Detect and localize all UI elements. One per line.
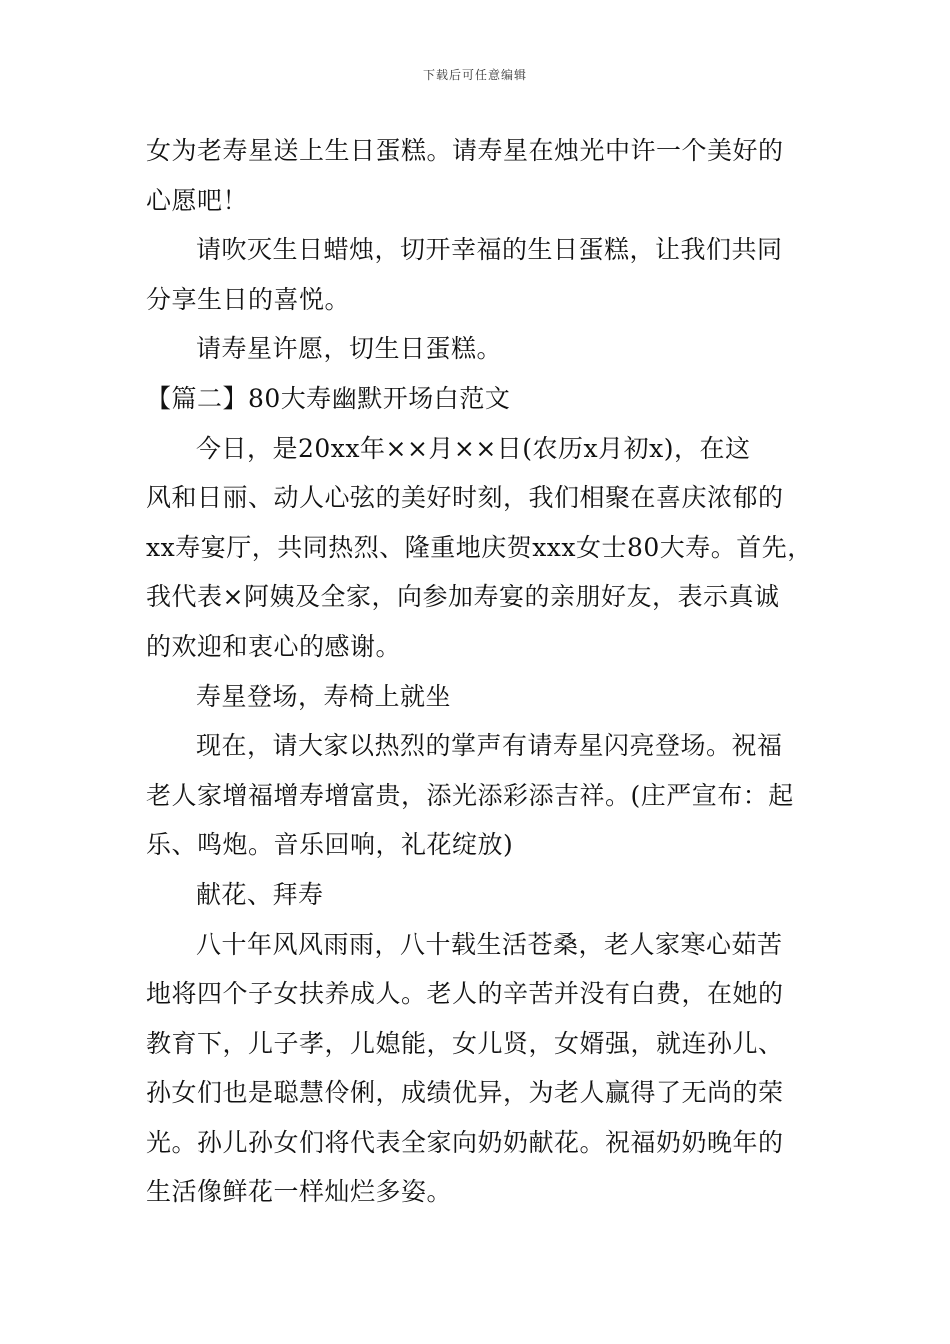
text-line: 女为老寿星送上生日蛋糕。请寿星在烛光中许一个美好的 — [146, 136, 784, 165]
text-line: 现在，请大家以热烈的掌声有请寿星闪亮登场。祝福 — [196, 731, 783, 761]
text-line: 请寿星许愿，切生日蛋糕。 — [196, 334, 503, 364]
text-line: 乐、鸣炮。音乐回响，礼花绽放) — [146, 830, 514, 860]
document-body — [146, 126, 826, 1217]
text-line: 请吹灭生日蜡烛，切开幸福的生日蛋糕，让我们共同 — [196, 235, 783, 265]
section-heading: 【篇二】80大寿幽默开场白范文 — [146, 383, 511, 413]
text-line: 地将四个子女扶养成人。老人的辛苦并没有白费，在她的 — [146, 979, 784, 1009]
text-line: 风和日丽、动人心弦的美好时刻，我们相聚在喜庆浓郁的 — [146, 483, 784, 513]
text-line: 孙女们也是聪慧伶俐，成绩优异，为老人赢得了无尚的荣 — [146, 1078, 784, 1108]
text-line: 心愿吧！ — [146, 185, 249, 215]
text-line: 分享生日的喜悦。 — [146, 284, 351, 314]
text-line: 今日，是20xx年××月××日(农历x月初x)，在这 — [196, 433, 751, 463]
text-line: 光。孙儿孙女们将代表全家向奶奶献花。祝福奶奶晚年的 — [146, 1127, 784, 1157]
text-line: 的欢迎和衷心的感谢。 — [146, 631, 402, 661]
subheading-line: 献花、拜寿 — [196, 879, 324, 909]
text-line: 生活像鲜花一样灿烂多姿。 — [146, 1177, 453, 1207]
subheading-line: 寿星登场，寿椅上就坐 — [196, 681, 452, 711]
header-note: 下载后可任意编辑 — [422, 68, 527, 82]
text-line: 八十年风风雨雨，八十载生活苍桑，老人家寒心茹苦 — [196, 929, 783, 959]
text-line: 老人家增福增寿增富贵，添光添彩添吉祥。(庄严宣布：起 — [146, 780, 794, 810]
text-line: 教育下，儿子孝，儿媳能，女儿贤，女婿强，就连孙儿、 — [146, 1028, 784, 1058]
text-line: xx寿宴厅，共同热烈、隆重地庆贺xxx女士80大寿。首先， — [146, 532, 813, 562]
text-line: 我代表×阿姨及全家，向参加寿宴的亲朋好友，表示真诚 — [146, 582, 780, 612]
